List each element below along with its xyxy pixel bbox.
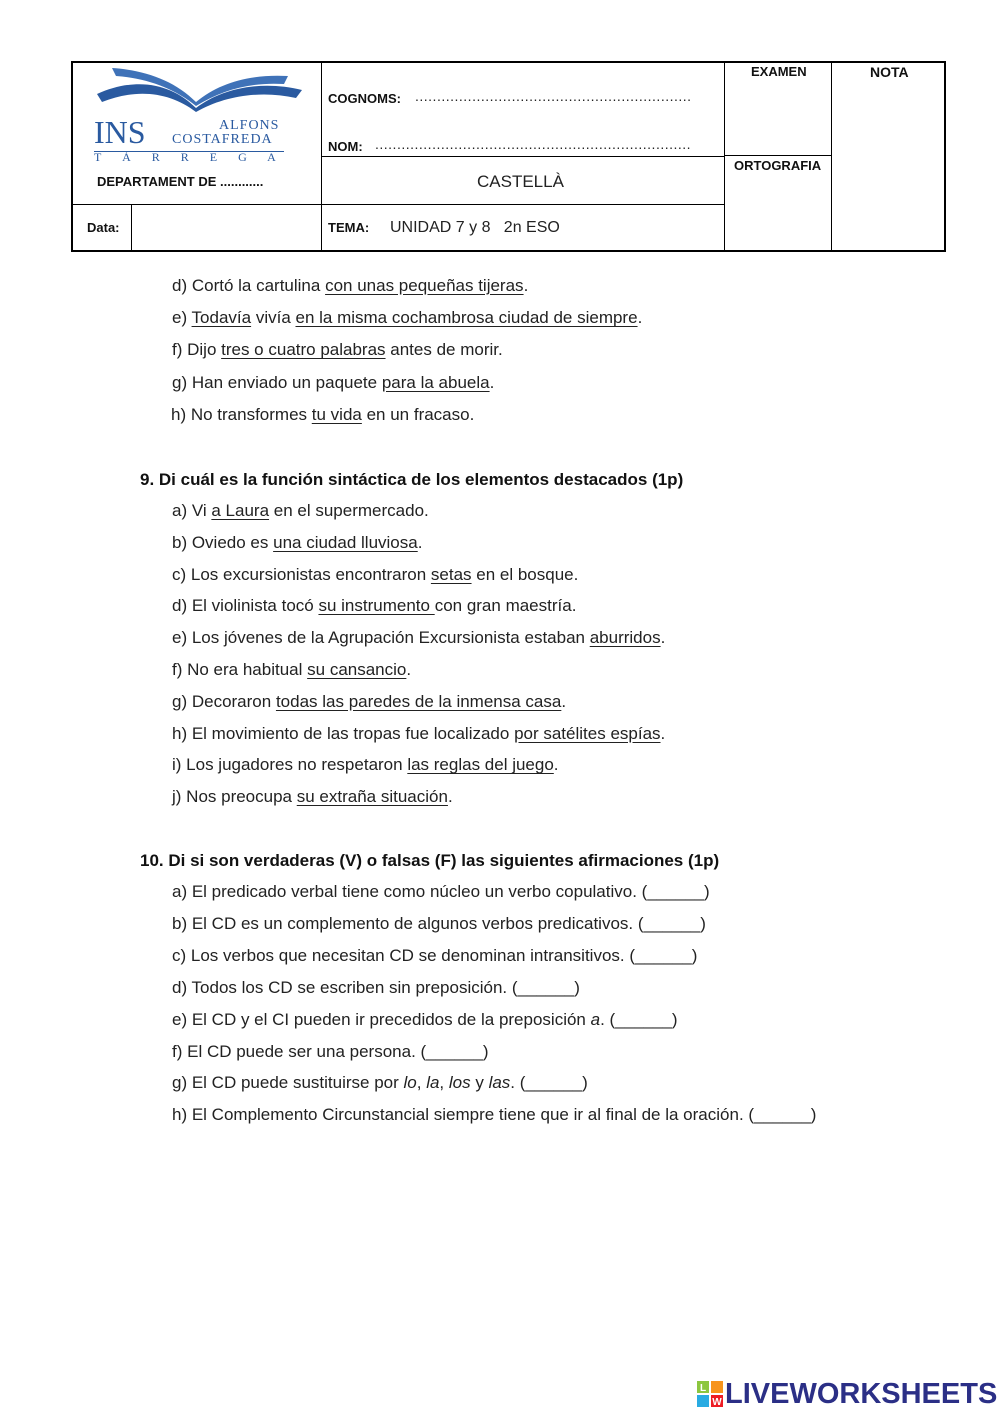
- item-text: .: [561, 691, 567, 711]
- item-text: ,: [439, 1073, 449, 1093]
- item-text: a: [590, 1009, 601, 1029]
- header-divider: [831, 62, 832, 251]
- date-field[interactable]: [133, 206, 320, 250]
- item-text: .: [660, 628, 666, 648]
- liveworksheets-logo-icon: [697, 1381, 723, 1407]
- highlighted-element: tres o cuatro palabras: [221, 340, 386, 360]
- logo-town: T À R R E G A: [94, 150, 285, 164]
- logo-name-top: ALFONS: [219, 118, 280, 133]
- item-text: f) El CD puede ser una persona. (______): [172, 1041, 489, 1061]
- department-label: DEPARTAMENT DE ............: [97, 174, 264, 189]
- header-divider: [724, 62, 725, 251]
- exercise-item: [172, 978, 580, 998]
- item-text: e) El CD y el CI pueden ir precedidos de la preposición: [172, 1009, 591, 1029]
- item-text: lo: [403, 1073, 417, 1093]
- item-text: .: [523, 276, 529, 295]
- item-text: .: [489, 372, 495, 392]
- exercise-item: [172, 596, 576, 616]
- highlighted-element: por satélites espías: [514, 723, 661, 743]
- date-label: Data:: [87, 220, 120, 235]
- exercise-item: [172, 660, 411, 680]
- exercise-item: [172, 276, 528, 296]
- item-text: .: [660, 723, 666, 743]
- grade-label: NOTA: [870, 64, 909, 80]
- item-text: los: [448, 1073, 471, 1093]
- item-text: h) El Complemento Circunstancial siempre tiene que ir al final de la oración. (______): [172, 1105, 817, 1125]
- highlighted-element: una ciudad lluviosa: [273, 532, 418, 552]
- exercise-item: [172, 501, 429, 521]
- item-text: d) El violinista tocó: [172, 596, 319, 616]
- item-text: h) El movimiento de las tropas fue localizado: [172, 723, 515, 743]
- highlighted-element: Todavía: [191, 308, 252, 328]
- item-text: b) El CD es un complemento de algunos verbos predicativos. (______): [172, 913, 706, 933]
- liveworksheets-brand: [697, 1376, 997, 1412]
- exercise-item: [172, 882, 710, 902]
- item-text: g) Decoraron: [172, 691, 276, 711]
- exercise-item: [172, 308, 642, 328]
- item-text: .: [417, 532, 423, 552]
- item-text: . (______): [510, 1073, 588, 1093]
- highlighted-element: las reglas del juego: [407, 755, 554, 775]
- exercise-item: [172, 914, 706, 934]
- exercise-item: [172, 787, 453, 807]
- item-text: g) El CD puede sustituirse por: [172, 1073, 404, 1093]
- item-text: .: [637, 308, 643, 328]
- item-text: h) No transformes: [171, 404, 312, 424]
- exercise-item: [172, 628, 665, 648]
- header-divider: [724, 155, 831, 156]
- item-text: c) Los verbos que necesitan CD se denominan intransitivos. (______): [172, 945, 698, 965]
- name-field[interactable]: ........................................................................: [375, 136, 692, 152]
- highlighted-element: su extraña situación: [296, 787, 448, 807]
- item-text: antes de morir.: [385, 340, 503, 360]
- logo-letter-l: L: [699, 1383, 707, 1394]
- highlighted-element: a Laura: [211, 501, 270, 520]
- highlighted-element: todas las paredes de la inmensa casa: [275, 691, 562, 711]
- item-text: las: [488, 1073, 511, 1093]
- topic-value: UNIDAD 7 y 8 2n ESO: [390, 219, 560, 236]
- item-text: d) Cortó la cartulina: [172, 276, 326, 295]
- exam-label: EXAMEN: [751, 64, 807, 79]
- item-text: vivía: [251, 308, 296, 328]
- item-text: e) Los jóvenes de la Agrupación Excursionista estaban: [172, 628, 590, 648]
- exercise-item: [172, 692, 566, 712]
- item-text: a) Vi: [172, 501, 212, 520]
- highlighted-element: setas: [430, 564, 472, 584]
- item-text: con gran maestría.: [434, 596, 577, 616]
- logo-name-bottom: COSTAFREDA: [172, 132, 273, 147]
- item-text: en el bosque.: [471, 564, 579, 584]
- school-logo: [92, 66, 304, 166]
- exercise-item: [172, 1010, 678, 1030]
- topic-label: TEMA:: [328, 220, 370, 235]
- exercise-item: [172, 340, 503, 360]
- item-text: y: [470, 1073, 489, 1093]
- exercise-item: [172, 373, 494, 393]
- exercise-item: [171, 405, 474, 425]
- exercise-item: [172, 1105, 816, 1125]
- brand-name: LIVEWORKSHEETS: [725, 1377, 998, 1410]
- item-text: . (______): [600, 1009, 678, 1029]
- item-text: f) Dijo: [172, 340, 222, 360]
- question-9-title: 9. Di cuál es la función sintáctica de los elementos destacados (1p): [140, 470, 684, 489]
- logo-letter-w: W: [712, 1397, 722, 1407]
- exercise-item: [172, 755, 559, 775]
- header-divider: [72, 204, 724, 205]
- item-text: g) Han enviado un paquete: [172, 372, 382, 392]
- highlighted-element: su instrumento: [318, 596, 435, 616]
- exercise-item: [172, 1042, 489, 1062]
- highlighted-element: su cansancio: [307, 660, 407, 679]
- item-text: i) Los jugadores no respetaron: [172, 755, 408, 775]
- highlighted-element: para la abuela: [381, 372, 490, 392]
- question-10-title: 10. Di si son verdaderas (V) o falsas (F) las siguientes afirmaciones (1p): [140, 851, 720, 870]
- highlighted-element: en la misma cochambrosa ciudad de siempre: [295, 308, 638, 328]
- item-text: d) Todos los CD se escriben sin preposición. (______): [172, 977, 580, 997]
- item-text: la: [426, 1073, 440, 1093]
- spelling-label: ORTOGRAFIA: [734, 158, 822, 173]
- logo-abbr: INS: [94, 114, 146, 150]
- subject-title: CASTELLÀ: [477, 172, 564, 191]
- header-divider: [131, 204, 132, 251]
- header-divider: [321, 156, 724, 157]
- highlighted-element: con unas pequeñas tijeras: [325, 276, 524, 295]
- highlighted-element: aburridos: [589, 628, 661, 648]
- item-text: b) Oviedo es: [172, 532, 274, 552]
- exercise-item: [172, 1073, 588, 1093]
- item-text: .: [553, 755, 559, 775]
- surname-label: COGNOMS:: [328, 91, 401, 106]
- item-text: en el supermercado.: [269, 501, 429, 520]
- exercise-item: [172, 533, 422, 553]
- exercise-item: [172, 565, 578, 585]
- highlighted-element: tu vida: [311, 404, 362, 424]
- item-text: e): [172, 308, 192, 328]
- item-text: f) No era habitual: [172, 660, 308, 679]
- exercise-item: [172, 724, 665, 744]
- name-label: NOM:: [328, 139, 363, 154]
- item-text: .: [406, 660, 412, 679]
- exercise-item: [172, 946, 697, 966]
- item-text: c) Los excursionistas encontraron: [172, 564, 431, 584]
- item-text: ,: [416, 1073, 427, 1093]
- item-text: en un fracaso.: [361, 404, 475, 424]
- item-text: .: [447, 787, 453, 807]
- item-text: a) El predicado verbal tiene como núcleo un verbo copulativo. (______): [172, 882, 710, 901]
- surname-field[interactable]: ...............................................................: [415, 88, 692, 104]
- item-text: j) Nos preocupa: [172, 787, 297, 807]
